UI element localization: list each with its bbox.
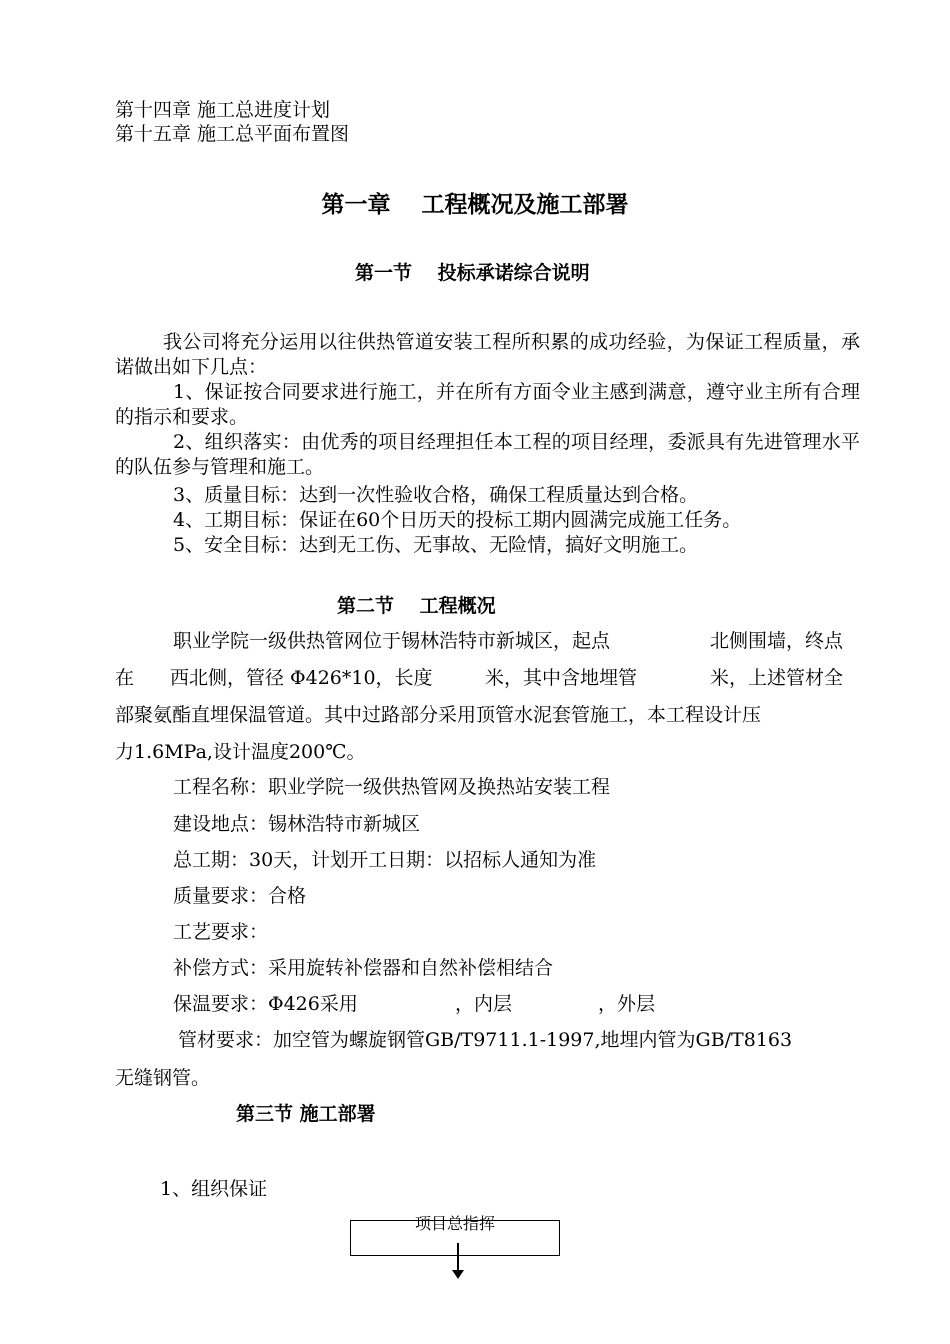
section1-intro: 我公司将充分运用以往供热管道安装工程所积累的成功经验，为保证工程质量，承诺做出如下几点： (115, 331, 860, 378)
section1-item3: 3、质量目标：达到一次性验收合格，确保工程质量达到合格。 (173, 484, 699, 506)
toc-line-14: 第十四章 施工总进度计划 (115, 99, 331, 121)
section1-title: 第一节 投标承诺综合说明 (355, 262, 590, 284)
compensation-method: 补偿方式：采用旋转补偿器和自然补偿相结合 (173, 957, 554, 979)
flowchart-box-label: 项目总指挥 (414, 1214, 495, 1233)
org-guarantee: 1、组织保证 (160, 1178, 268, 1200)
overview-line4: 力1.6MPa,设计温度200℃。 (115, 741, 366, 763)
arrow-down-icon (452, 1270, 464, 1279)
section3-title: 第三节 施工部署 (236, 1103, 376, 1125)
section2-title: 第二节 工程概况 (337, 595, 496, 617)
pipe-requirement-line2: 无缝钢管。 (115, 1067, 211, 1089)
overview-line2-c: 米，其中含地埋管 (485, 667, 638, 689)
overview-line1-a: 职业学院一级供热管网位于锡林浩特市新城区，起点 (173, 630, 611, 652)
project-location: 建设地点：锡林浩特市新城区 (173, 813, 421, 835)
overview-line2-a: 在 (115, 667, 135, 689)
flowchart-arrow-line (457, 1243, 459, 1271)
overview-line2-b: 西北侧，管径 Φ426*10，长度 (170, 667, 433, 689)
toc-line-15: 第十五章 施工总平面布置图 (115, 123, 350, 145)
project-duration: 总工期：30天，计划开工日期：以招标人通知为准 (173, 849, 597, 871)
section1-item5: 5、安全目标：达到无工伤、无事故、无险情，搞好文明施工。 (173, 534, 699, 556)
chapter-title: 第一章 工程概况及施工部署 (321, 192, 629, 218)
process-requirement: 工艺要求： (173, 921, 269, 943)
section1-item4: 4、工期目标：保证在60个日历天的投标工期内圆满完成施工任务。 (173, 509, 742, 531)
pipe-requirement-line1: 管材要求：加空管为螺旋钢管GB/T9711.1-1997,地埋内管为GB/T8163 (178, 1029, 793, 1051)
overview-line3: 部聚氨酯直埋保温管道。其中过路部分采用顶管水泥套管施工，本工程设计压 (115, 704, 762, 726)
section1-item1: 1、保证按合同要求进行施工，并在所有方面令业主感到满意，遵守业主所有合理的指示和要求。 (115, 381, 860, 428)
overview-line2-d: 米，上述管材全 (710, 667, 844, 689)
overview-line1-b: 北侧围墙，终点 (710, 630, 844, 652)
insulation-requirement-b: ，内层 (455, 993, 513, 1015)
insulation-requirement-a: 保温要求：Φ426采用 (173, 993, 358, 1015)
quality-requirement: 质量要求：合格 (173, 885, 307, 907)
insulation-requirement-c: ，外层 (598, 993, 656, 1015)
section1-item2: 2、组织落实：由优秀的项目经理担任本工程的项目经理，委派具有先进管理水平的队伍参与管理和施工。 (115, 431, 860, 478)
project-name: 工程名称：职业学院一级供热管网及换热站安装工程 (173, 776, 611, 798)
